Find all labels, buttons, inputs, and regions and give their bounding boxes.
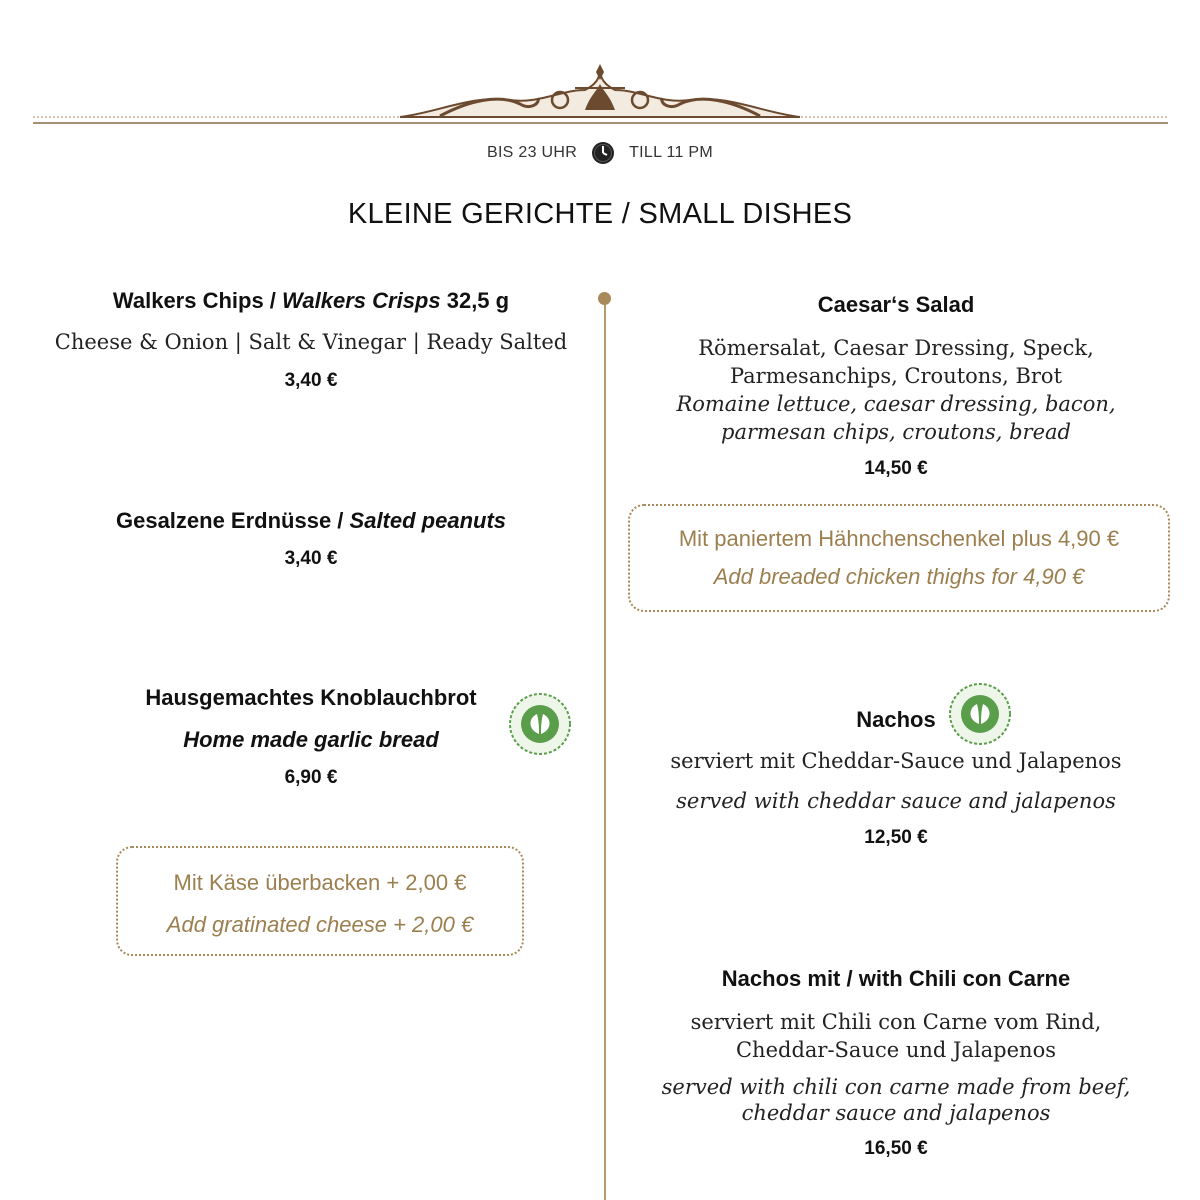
item-description-de-1: Römersalat, Caesar Dressing, Speck, [698, 336, 1094, 360]
vegetarian-badge-icon [948, 682, 1012, 746]
menu-item-caesars-salad [626, 290, 1166, 480]
item-description-de: serviert mit Cheddar-Sauce und Jalapenos [670, 749, 1122, 773]
hours-de: BIS 23 UHR [486, 144, 578, 161]
item-name: Gesalzene Erdnüsse / Salted peanuts [115, 508, 507, 533]
item-description-en-1: Romaine lettuce, caesar dressing, bacon, [676, 392, 1116, 416]
page-title: KLEINE GERICHTE / SMALL DISHES [347, 198, 853, 230]
item-description-de-2: Parmesanchips, Croutons, Brot [729, 364, 1063, 388]
menu-item-nachos [626, 705, 1166, 849]
item-price: 6,90 € [284, 767, 338, 788]
opening-hours [0, 139, 1200, 167]
menu-item-nachos-chili [626, 964, 1166, 1160]
vegetarian-badge-icon [508, 692, 572, 756]
menu-item-salted-peanuts [40, 506, 582, 570]
item-name-en: Home made garlic bread [183, 727, 439, 752]
item-price: 3,40 € [284, 370, 338, 391]
addon-en: Add gratinated cheese + 2,00 € [166, 912, 474, 937]
item-name: Nachos mit / with Chili con Carne [721, 966, 1071, 991]
item-price: 14,50 € [864, 458, 928, 479]
item-description-en-2: parmesan chips, croutons, bread [721, 420, 1071, 444]
divider-dot [598, 292, 611, 305]
menu-item-garlic-bread [90, 683, 532, 789]
menu-item-walkers-chips [40, 286, 582, 392]
cheese-addon-box [116, 846, 524, 956]
hours-en: TILL 11 PM [629, 144, 714, 161]
item-name: Hausgemachtes Knoblauchbrot [145, 685, 477, 710]
item-name: Caesar‘s Salad [817, 292, 975, 317]
item-price: 3,40 € [284, 548, 338, 569]
addon-de: Mit Käse überbacken + 2,00 € [173, 870, 467, 895]
item-name: Nachos [856, 707, 936, 732]
column-divider [604, 298, 606, 1200]
item-description-de-2: Cheddar-Sauce und Jalapenos [735, 1038, 1056, 1062]
item-description: Cheese & Onion | Salt & Vinegar | Ready Salted [54, 330, 568, 354]
chicken-addon-box [628, 504, 1170, 612]
item-description-de-1: serviert mit Chili con Carne vom Rind, [690, 1010, 1102, 1034]
item-description-en: served with cheddar sauce and jalapenos [676, 789, 1116, 813]
item-price: 16,50 € [864, 1138, 928, 1159]
item-price: 12,50 € [864, 827, 928, 848]
item-name: Walkers Chips / Walkers Crisps 32,5 g [112, 288, 510, 313]
item-description-en-2: cheddar sauce and jalapenos [741, 1101, 1051, 1125]
addon-en: Add breaded chicken thighs for 4,90 € [713, 564, 1085, 589]
item-description-en-1: served with chili con carne made from beef, [661, 1075, 1131, 1099]
clock-icon [591, 141, 615, 165]
decorative-header-ornament-icon [0, 60, 1200, 135]
addon-de: Mit paniertem Hähnchenschenkel plus 4,90 € [678, 526, 1120, 551]
